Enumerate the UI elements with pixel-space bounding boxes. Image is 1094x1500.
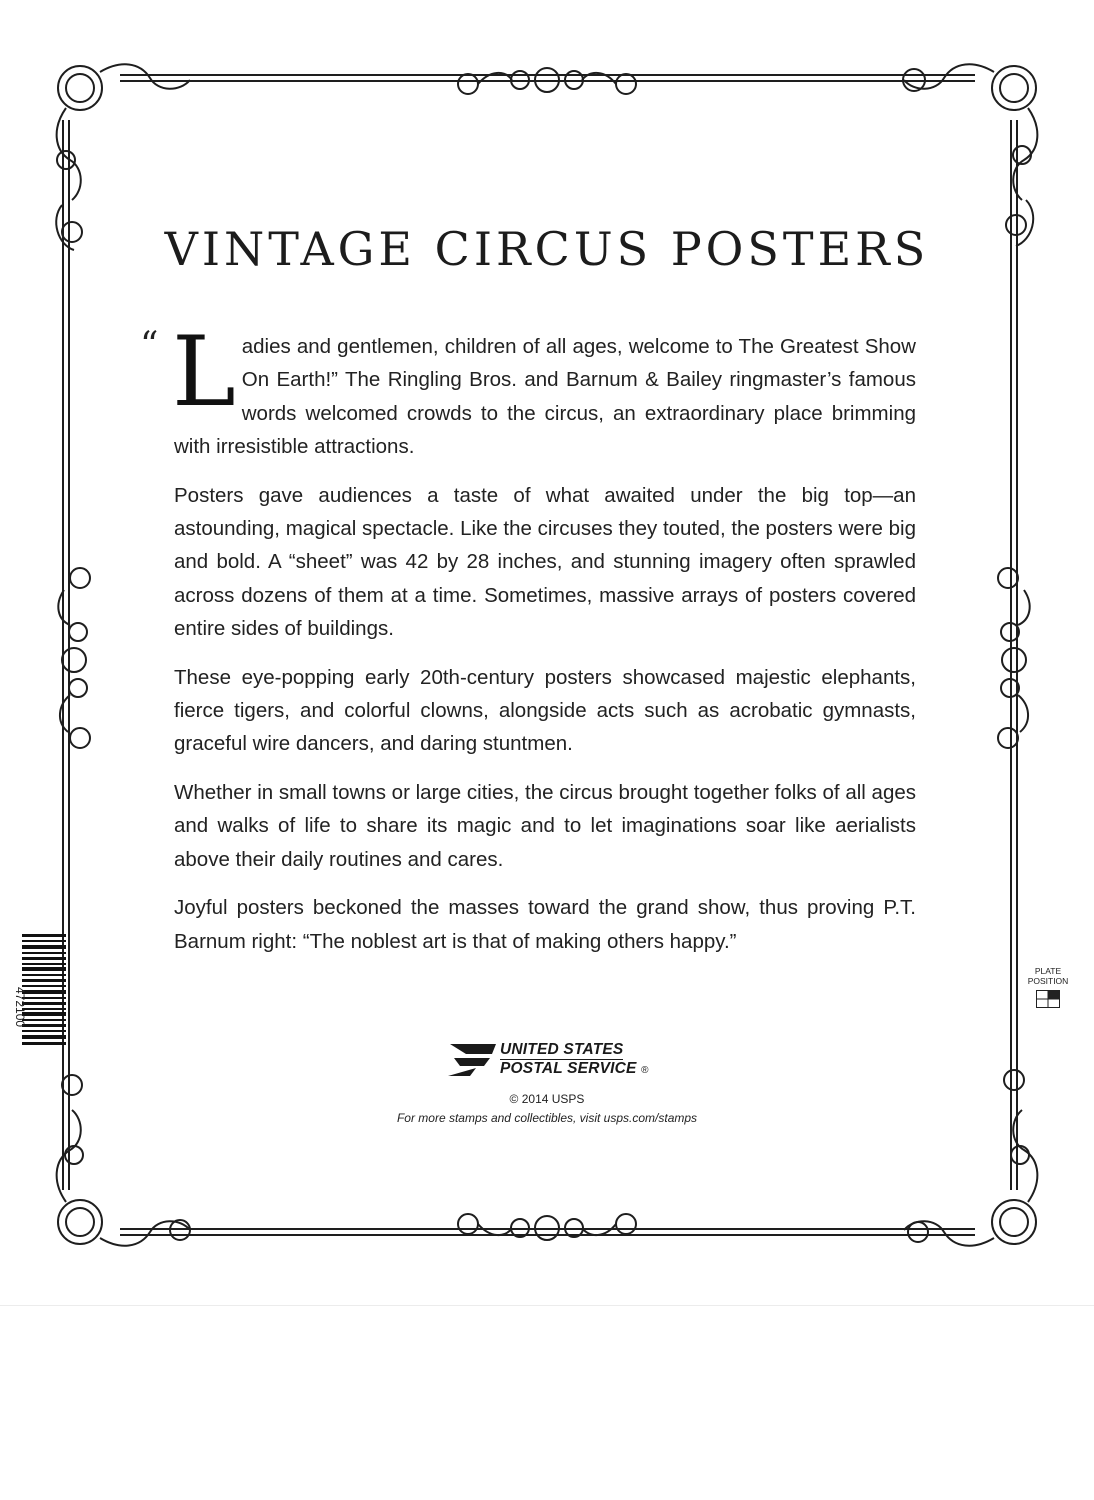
copyright-text: © 2014 USPS (509, 1092, 585, 1106)
usps-line-2: POSTAL SERVICE (500, 1060, 637, 1077)
registered-mark: ® (641, 1065, 649, 1076)
more-info-text: For more stamps and collectibles, visit usps.com/stamps (396, 1111, 698, 1125)
paragraph-1-text: adies and gentlemen, children of all ages, welcome to The Greatest Show On Earth!” The Ringling Bros. and Barnum & Bailey ringmaster’s famous words welcomed crowds to the circus, an extraordinary place brimming with irresistible attractions. (174, 335, 916, 459)
plate-label-line-1: PLATE (1034, 966, 1062, 976)
usps-wordmark (500, 1041, 649, 1080)
barcode-icon (22, 930, 66, 1050)
paragraph-2: Posters gave audiences a taste of what awaited under the big top—an astounding, magical spectacle. Like the circuses they touted, the posters were big and bold. A “sheet” was 42 by 28 inches, and stunning imagery often sprawled across dozens of them at a time. Sometimes, massive arrays of posters covered entire sides of buildings. (174, 483, 916, 641)
paragraph-5: Joyful posters beckoned the masses toward the grand show, thus proving P.T. Barnum right: “The noblest art is that of making others happy.” (174, 896, 916, 953)
barcode-number: 472100 (13, 987, 27, 1028)
plate-label-line-2: POSITION (1027, 976, 1069, 986)
usps-line-1: UNITED STATES (500, 1041, 624, 1058)
right-middle-scroll (998, 568, 1030, 748)
drop-cap-letter: L (172, 316, 236, 428)
bottom-center-scroll (458, 1214, 636, 1240)
body-text (140, 316, 916, 973)
paragraph-4: Whether in small towns or large cities, the circus brought together folks of all ages and walks of life to share its magic and to let imaginations soar like aerialists above their daily routines and cares. (174, 780, 916, 871)
page-title: VINTAGE CIRCUS POSTERS (164, 222, 930, 276)
plate-position-grid-icon (1036, 990, 1060, 1008)
open-quote-mark: “ (140, 325, 159, 366)
paragraph-3: These eye-popping early 20th-century posters showcased majestic elephants, fierce tigers, and colorful clowns, alongside acts such as acrobatic gymnasts, graceful wire dancers, and daring stuntmen. (174, 665, 916, 756)
plate-position-label (1026, 966, 1070, 986)
usps-eagle-logo-icon (446, 1040, 498, 1080)
paragraph-1 (140, 316, 916, 464)
